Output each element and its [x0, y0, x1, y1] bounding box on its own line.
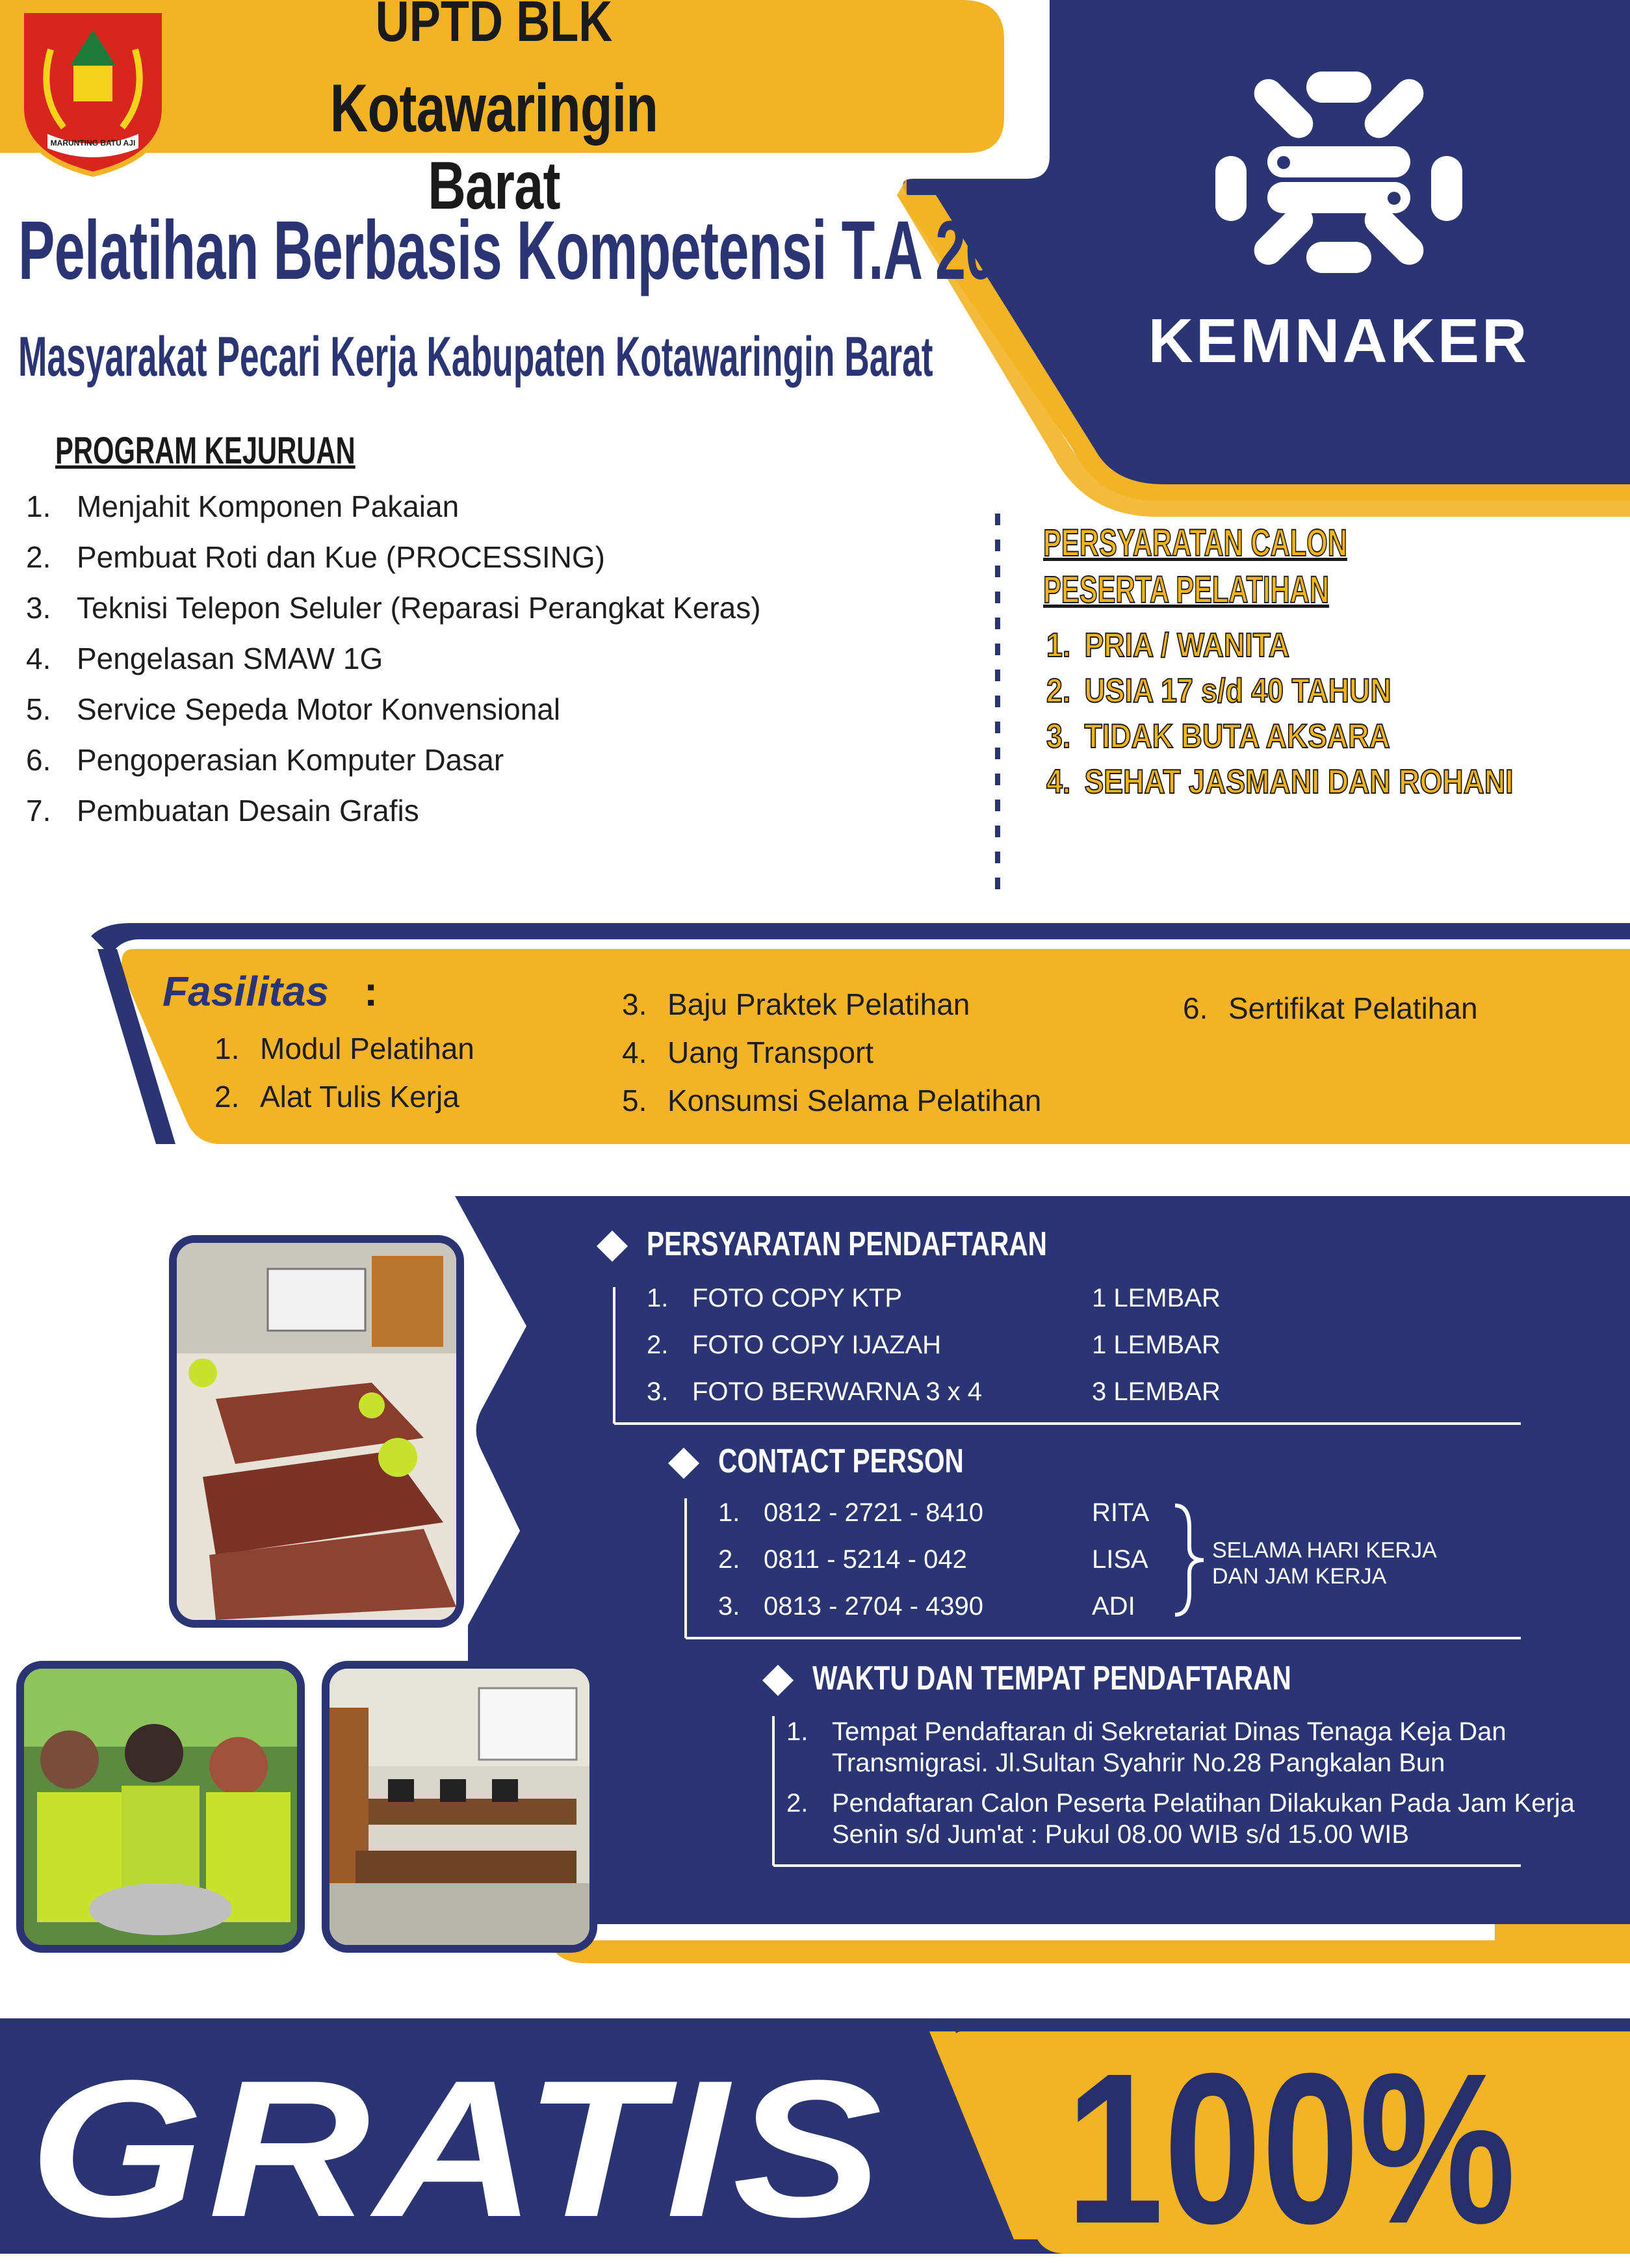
list-item: 4. SEHAT JASMANI DAN ROHANI [1046, 763, 1514, 801]
contact-note: SELAMA HARI KERJA DAN JAM KERJA [1212, 1538, 1437, 1589]
quantity-label: 3 LEMBAR [1092, 1377, 1221, 1406]
list-item: 1. Menjahit Komponen Pakaian [26, 489, 459, 523]
participant-requirements-heading: PERSYARATAN CALON PESERTA PELATIHAN [1043, 522, 1347, 611]
list-item: 2. Pembuat Roti dan Kue (PROCESSING) [26, 540, 605, 574]
table-row: 2. 0811 - 5214 - 042 [718, 1545, 967, 1574]
list-item: 1. PRIA / WANITA [1046, 627, 1289, 664]
table-row: 3. FOTO BERWARNA 3 x 4 [647, 1377, 983, 1406]
program-list [26, 481, 761, 836]
page-subtitle: Masyarakat Pecari Kerja Kabupaten Kotawaringin Barat [18, 326, 933, 388]
registration-requirements-heading: PERSYARATAN PENDAFTARAN [647, 1225, 1047, 1263]
org-name-line1: UPTD BLK [375, 0, 613, 53]
table-row: 1. FOTO COPY KTP [647, 1284, 903, 1312]
contact-name: RITA [1092, 1498, 1150, 1527]
quantity-label: 1 LEMBAR [1092, 1284, 1221, 1312]
list-item: 1. Tempat Pendaftaran di Sekretariat Dinas Tenaga Keja Dan Transmigrasi. Jl.Sultan Syahrir No.28 Pangkalan Bun [786, 1717, 1507, 1777]
kemnaker-logo [1196, 65, 1482, 280]
contact-name: ADI [1092, 1592, 1135, 1621]
free-label: GRATIS [29, 2039, 887, 2258]
brace-icon [1170, 1502, 1209, 1619]
list-item: 4. Uang Transport [622, 1036, 874, 1069]
info-bottom-accent [549, 1940, 1630, 1963]
table-row: 1. 0812 - 2721 - 8410 [718, 1498, 984, 1527]
list-item: 5. Konsumsi Selama Pelatihan [622, 1084, 1042, 1117]
facilities-heading: Fasilitas [162, 968, 330, 1015]
table-row: 3. 0813 - 2704 - 4390 [718, 1592, 984, 1621]
list-item: 3. Teknisi Telepon Seluler (Reparasi Perangkat Keras) [26, 591, 761, 625]
list-item: 2. Pendaftaran Calon Peserta Pelatihan Dilakukan Pada Jam Kerja Senin s/d Jum'at : Pukul 08.00 WIB s/d 15.00 WIB [786, 1789, 1575, 1849]
org-name-line2: Kotawaringin Barat [330, 71, 658, 224]
list-item: 4. Pengelasan SMAW 1G [26, 642, 383, 675]
kemnaker-wordmark: KEMNAKER [1148, 306, 1530, 376]
photo-baking-class [16, 1661, 305, 1953]
list-item: 3. TIDAK BUTA AKSARA [1046, 718, 1390, 755]
program-heading: PROGRAM KEJURUAN [55, 430, 356, 472]
list-item: 2. Alat Tulis Kerja [214, 1080, 459, 1114]
page-title: Pelatihan Berbasis Kompetensi T.A 2019 [18, 204, 1056, 297]
table-row: 2. FOTO COPY IJAZAH [647, 1331, 942, 1359]
list-item: 3. Baju Praktek Pelatihan [622, 987, 970, 1021]
contact-name: LISA [1092, 1545, 1148, 1574]
list-item: 7. Pembuatan Desain Grafis [26, 794, 419, 828]
contact-heading: CONTACT PERSON [718, 1442, 964, 1480]
list-item: 2. USIA 17 s/d 40 TAHUN [1046, 672, 1391, 710]
photo-sewing-class [169, 1235, 464, 1628]
svg-text:MARUNTING BATU AJI: MARUNTING BATU AJI [50, 138, 136, 148]
registration-info-heading: WAKTU DAN TEMPAT PENDAFTARAN [812, 1660, 1291, 1697]
regency-crest [12, 4, 174, 179]
participant-requirements-list [1046, 623, 1590, 805]
facilities-colon: : [364, 968, 378, 1015]
list-item: 5. Service Sepeda Motor Konvensional [26, 692, 561, 726]
list-item: 1. Modul Pelatihan [214, 1032, 474, 1065]
percent-label: 100% [1066, 2028, 1516, 2268]
quantity-label: 1 LEMBAR [1092, 1331, 1221, 1359]
list-item: 6. Sertifikat Pelatihan [1183, 991, 1478, 1025]
photo-computer-class [322, 1661, 597, 1953]
list-item: 6. Pengoperasian Komputer Dasar [26, 743, 504, 777]
